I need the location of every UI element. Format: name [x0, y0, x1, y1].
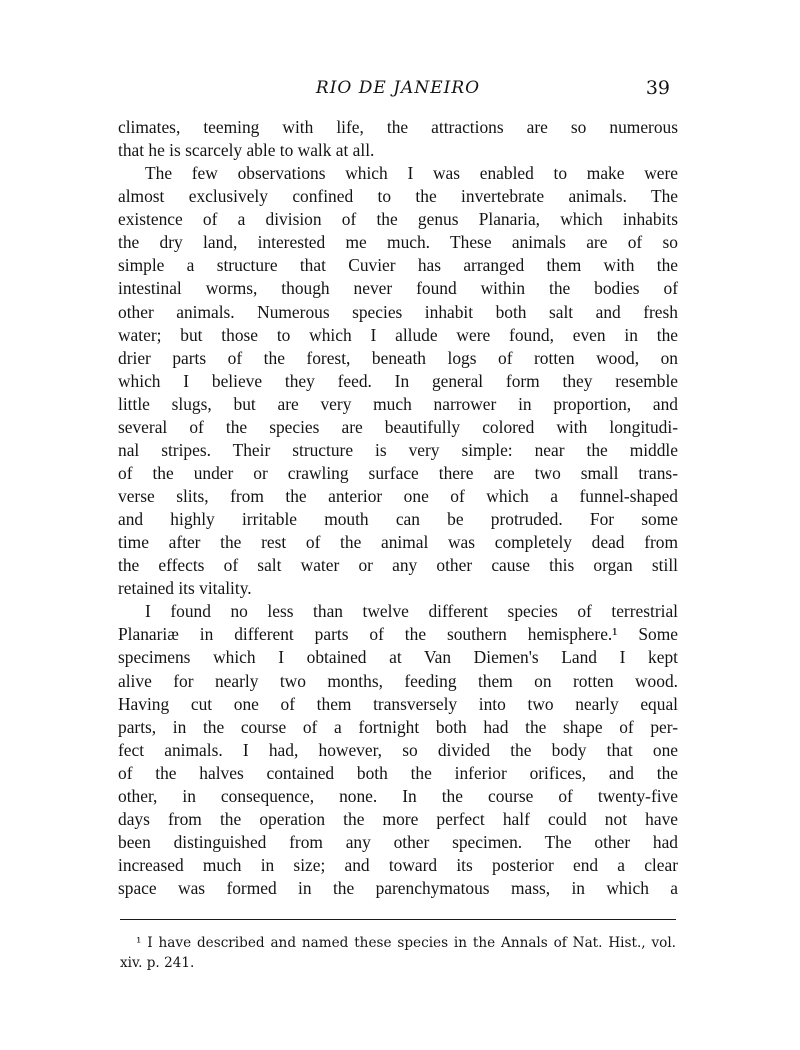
text-line: The few observations which I was enabled to make were — [145, 163, 678, 184]
text-line: the effects of salt water or any other cause this organ still — [118, 555, 678, 576]
text-line: alive for nearly two months, feeding them on rotten wood. — [118, 670, 678, 691]
text-line: other, in consequence, none. In the course of twenty-five — [118, 785, 678, 806]
text-line: almost exclusively confined to the invertebrate animals. The — [118, 186, 678, 207]
text-line: water; but those to which I allude were found, even in the — [118, 324, 678, 345]
text-line: which I believe they feed. In general form they resemble — [118, 370, 678, 391]
body-text — [118, 116, 678, 900]
page-number: 39 — [645, 77, 670, 99]
text-line: nal stripes. Their structure is very simple: near the middle — [118, 439, 678, 460]
text-line: other animals. Numerous species inhabit both salt and fresh — [118, 301, 678, 322]
footnote-line: ¹ I have described and named these species in the Annals of Nat. Hist., vol. — [136, 935, 676, 951]
text-line: Planariæ in different parts of the southern hemisphere.¹ Some — [118, 624, 678, 645]
text-line: little slugs, but are very much narrower in proportion, and — [118, 393, 678, 414]
text-line: of the under or crawling surface there are two small trans- — [118, 462, 678, 483]
text-line: existence of a division of the genus Planaria, which inhabits — [118, 209, 678, 230]
text-line: specimens which I obtained at Van Diemen's Land I kept — [118, 647, 678, 668]
text-line: space was formed in the parenchymatous mass, in which a — [118, 878, 678, 899]
text-line: and highly irritable mouth can be protruded. For some — [118, 509, 678, 530]
text-line: the dry land, interested me much. These animals are of so — [118, 232, 678, 253]
text-line: several of the species are beautifully colored with longitudi- — [118, 416, 678, 437]
text-line: that he is scarcely able to walk at all. — [118, 140, 375, 161]
text-line: I found no less than twelve different species of terrestrial — [145, 601, 678, 622]
text-line: of the halves contained both the inferior orifices, and the — [118, 762, 678, 783]
text-line: simple a structure that Cuvier has arranged them with the — [118, 255, 678, 276]
running-head — [120, 78, 676, 102]
text-line: intestinal worms, though never found within the bodies of — [118, 278, 678, 299]
text-line: days from the operation the more perfect half could not have — [118, 808, 678, 829]
text-line: Having cut one of them transversely into two nearly equal — [118, 693, 678, 714]
text-line: drier parts of the forest, beneath logs of rotten wood, on — [118, 347, 678, 368]
footnote-divider — [120, 919, 676, 920]
footnotes — [120, 933, 676, 973]
text-line: fect animals. I had, however, so divided the body that one — [118, 739, 678, 760]
text-line: time after the rest of the animal was completely dead from — [118, 532, 678, 553]
text-line: increased much in size; and toward its posterior end a clear — [118, 855, 678, 875]
text-line: verse slits, from the anterior one of which a funnel-shaped — [118, 486, 678, 506]
text-line: been distinguished from any other specimen. The other had — [118, 831, 678, 852]
footnote-line: xiv. p. 241. — [120, 955, 195, 971]
running-title: RIO DE JANEIRO — [315, 78, 481, 98]
text-line: climates, teeming with life, the attractions are so numerous — [118, 117, 678, 137]
text-line: retained its vitality. — [118, 578, 252, 599]
text-line: parts, in the course of a fortnight both had the shape of per- — [118, 716, 678, 737]
